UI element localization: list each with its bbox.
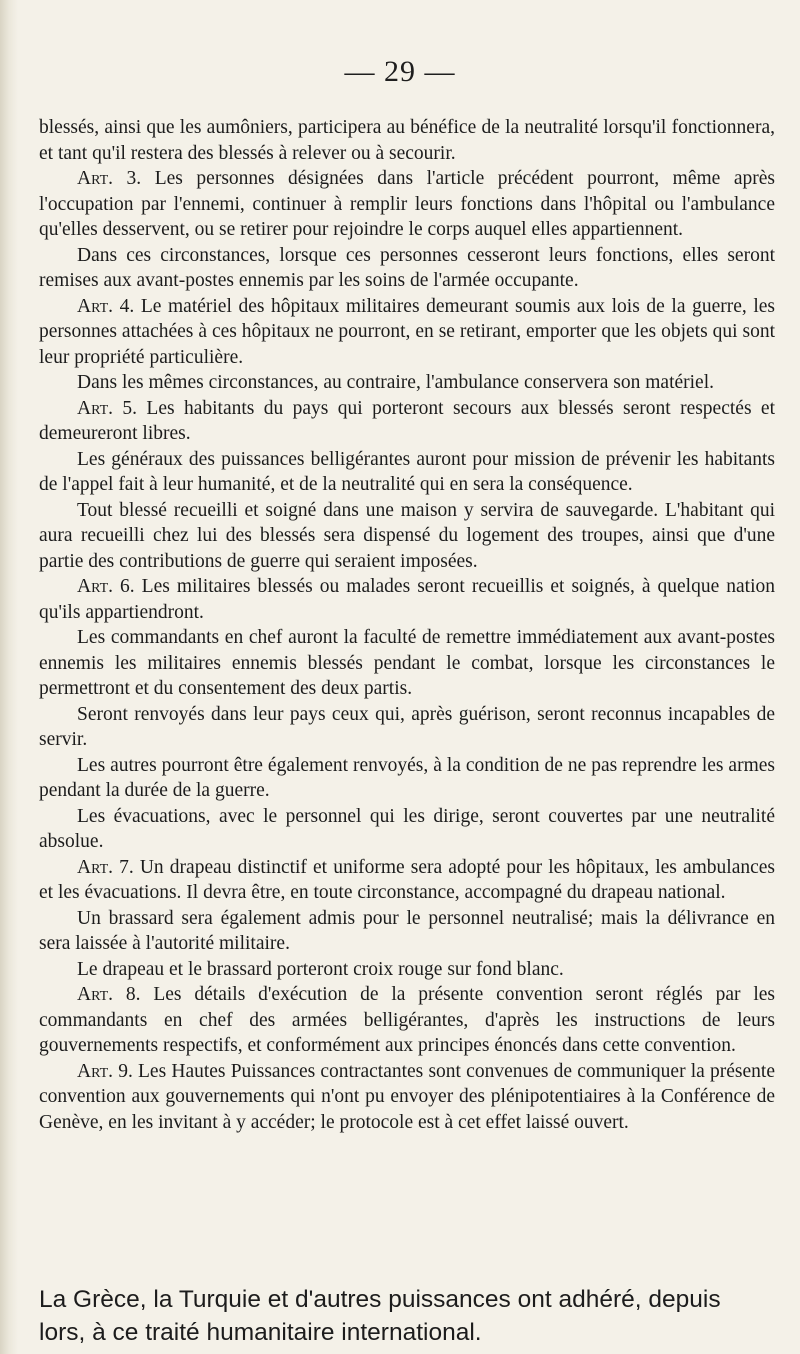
paragraph-text: Les Hautes Puissances contractantes sont convenues de communiquer la présente convention aux gouvernements qui n'ont pu envoyer des plénipotentiaires à la Conférence de Genève, en les invitant à y accéder; le protocole est à cet effet laissé ouvert. bbox=[39, 1060, 775, 1133]
paragraph-text: Les évacuations, avec le personnel qui les dirige, seront couvertes par une neutralité absolue. bbox=[39, 805, 775, 852]
paragraph-text: blessés, ainsi que les aumôniers, participera au bénéfice de la neutralité lorsqu'il fonctionnera, et tant qu'il restera des blessés à relever ou à secourir. bbox=[39, 117, 775, 164]
paragraph-text: Les détails d'exécution de la présente convention seront réglés par les commandants en chef des armées belligérantes, d'après les instructions de leurs gouvernements respectifs, et conformément aux principes énoncés dans cette convention. bbox=[39, 984, 775, 1056]
paragraph bbox=[39, 370, 775, 396]
paragraph bbox=[39, 906, 775, 957]
closing-text: La Grèce, la Turquie et d'autres puissances ont adhéré, depuis lors, à ce traité humanitaire international. bbox=[39, 1286, 721, 1346]
paragraph bbox=[39, 753, 775, 804]
paragraph-text: Seront renvoyés dans leur pays ceux qui, après guérison, seront reconnus incapables de servir. bbox=[39, 703, 775, 750]
article-label: Art. 8. bbox=[77, 984, 141, 1005]
paragraph-text: Tout blessé recueilli et soigné dans une maison y servira de sauvegarde. L'habitant qui aura recueilli chez lui des blessés sera dispensé du logement des troupes, ainsi que d'une partie des contributions de guerre qui seraient imposées. bbox=[39, 499, 775, 572]
paragraph bbox=[39, 243, 775, 294]
article-label: Art. 3. bbox=[77, 168, 142, 189]
body-text bbox=[39, 115, 775, 1135]
article-label: Art. 6. bbox=[77, 576, 135, 597]
paragraph bbox=[39, 804, 775, 855]
article-label: Art. 5. bbox=[77, 397, 138, 419]
article-label: Art. 7. bbox=[77, 856, 134, 878]
paragraph-text: Les commandants en chef auront la faculté de remettre immédiatement aux avant-postes ennemis les militaires ennemis blessés pendant le combat, lorsque les circonstances le permettront et du consentement des deux partis. bbox=[39, 627, 775, 699]
paragraph-text: Un brassard sera également admis pour le personnel neutralisé; mais la délivrance en sera laissée à l'autorité militaire. bbox=[39, 907, 775, 954]
paragraph-text: Un drapeau distinctif et uniforme sera adopté pour les hôpitaux, les ambulances et les évacuations. Il devra être, en toute circonstance, accompagné du drapeau national. bbox=[39, 856, 776, 903]
article-8 bbox=[39, 982, 775, 1059]
binding-edge bbox=[0, 0, 18, 1354]
closing-note bbox=[39, 1283, 773, 1349]
paragraph-text: Les militaires blessés ou malades seront recueillis et soignés, à quelque nation qu'ils appartiendront. bbox=[39, 576, 775, 623]
paragraph bbox=[39, 702, 775, 753]
paragraph-text: Les autres pourront être également renvoyés, à la condition de ne pas reprendre les armes pendant la durée de la guerre. bbox=[39, 754, 775, 801]
article-4 bbox=[39, 294, 775, 371]
paragraph-text: Les personnes désignées dans l'article précédent pourront, même après l'occupation par l'ennemi, continuer à remplir leurs fonctions dans l'hôpital ou l'ambulance qu'elles desservent, ou se retirer pour rejoindre le corps auquel elles appartiennent. bbox=[39, 168, 775, 240]
paragraph-text: Le matériel des hôpitaux militaires demeurant soumis aux lois de la guerre, les personnes attachées à ces hôpitaux ne pourront, en se retirant, emporter que les objets qui sont leur propriété particulière. bbox=[39, 295, 775, 368]
paragraph bbox=[39, 625, 775, 702]
paragraph-text: Les habitants du pays qui porteront secours aux blessés seront respectés et demeureront libres. bbox=[39, 397, 775, 444]
article-3 bbox=[39, 166, 775, 243]
paragraph-text: Le drapeau et le brassard porteront croix rouge sur fond blanc. bbox=[77, 958, 564, 980]
paragraph bbox=[39, 447, 775, 498]
paragraph bbox=[39, 957, 775, 983]
paragraph-text: Dans les mêmes circonstances, au contraire, l'ambulance conservera son matériel. bbox=[77, 372, 714, 393]
paragraph bbox=[39, 498, 775, 575]
article-9 bbox=[39, 1059, 775, 1136]
page-number: — 29 — bbox=[344, 55, 456, 88]
article-7 bbox=[39, 855, 775, 906]
paragraph-text: Les généraux des puissances belligérantes auront pour mission de prévenir les habitants de l'appel fait à leur humanité, et de la neutralité qui en sera la conséquence. bbox=[39, 448, 775, 495]
article-label: Art. 4. bbox=[77, 295, 135, 317]
paragraph-text: Dans ces circonstances, lorsque ces personnes cesseront leurs fonctions, elles seront remises aux avant-postes ennemis par les soins de l'armée occupante. bbox=[39, 244, 775, 291]
paragraph-continuation bbox=[39, 115, 775, 166]
article-6 bbox=[39, 574, 775, 625]
article-label: Art. 9. bbox=[77, 1060, 133, 1082]
article-5 bbox=[39, 396, 775, 447]
